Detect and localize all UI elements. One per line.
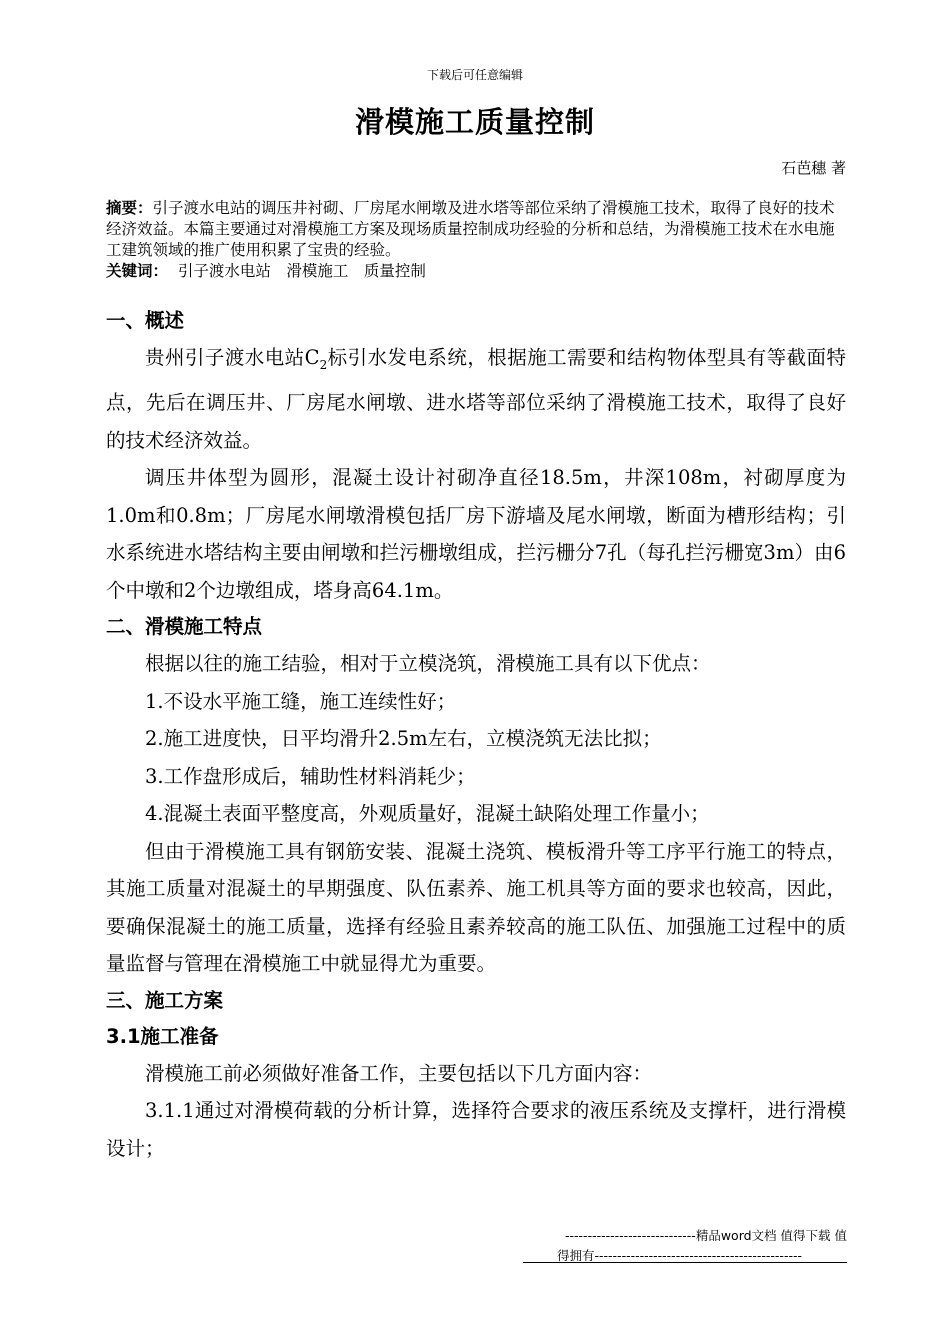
header-note: 下载后可任意编辑 — [426, 68, 523, 82]
footer-line-2: 得拥有---------------------------------------------- — [557, 1248, 802, 1263]
section-heading-plan: 三、施工方案 — [106, 988, 224, 1012]
document-body — [106, 303, 846, 1167]
list-item: 4.混凝土表面平整度高，外观质量好，混凝土缺陷处理工作量小； — [145, 802, 710, 826]
paragraph-features-intro: 根据以往的施工结验，相对于立模浇筑，滑模施工具有以下优点： — [145, 652, 711, 676]
abstract-block — [106, 198, 846, 282]
footer-rule — [523, 1262, 847, 1263]
subscript-text: 2 — [319, 357, 328, 372]
abstract-text: 引子渡水电站的调压井衬砌、厂房尾水闸墩及进水塔等部位采纳了滑模施工技术，取得了良好的技术经济效益。本篇主要通过对滑模施工方案及现场质量控制成功经验的分析和总结，为滑模施工技术在水电施工建筑领域的推广使用积累了宝贵的经验。 — [106, 199, 835, 259]
keywords-text: 引子渡水电站 滑模施工 质量控制 — [177, 262, 426, 280]
document-title: 滑模施工质量控制 — [354, 105, 595, 139]
footer-line-1: -----------------------------精品word文档 值得下载 值 — [565, 1228, 847, 1243]
paragraph-preparation-intro: 滑模施工前必须做好准备工作，主要包括以下几方面内容： — [145, 1061, 653, 1085]
page-footer — [525, 1226, 847, 1266]
paragraph-text: 贵州引子渡水电站C — [145, 346, 320, 369]
list-item: 3.工作盘形成后，辅助性材料消耗少； — [145, 764, 476, 788]
author-line: 石芭穗 著 — [781, 159, 846, 177]
keywords-line — [106, 261, 846, 282]
list-item: 2.施工进度快，日平均滑升2.5m左右，立模浇筑无法比拟； — [145, 727, 662, 751]
paragraph-overview-2: 调压井体型为圆形，混凝土设计衬砌净直径18.5m，井深108m，衬砌厚度为1.0m和0.8m；厂房尾水闸墩滑模包括厂房下游墙及尾水闸墩，断面为槽形结构；引水系统进水塔结构主要由闸墩和拦污栅墩组成，拦污栅分7孔（每孔拦污栅宽3m）由6个中墩和2个边墩组成，塔身高64.1m。 — [106, 466, 846, 602]
paragraph-overview-1 — [106, 339, 846, 459]
abstract-label: 摘要： — [106, 199, 153, 217]
paragraph-text: 标引水发电系统，根据施工需要和结构物体型具有等截面特点，先后在调压井、厂房尾水闸墩、进水塔等部位采纳了滑模施工技术，取得了良好的技术经济效益。 — [106, 346, 846, 452]
subsection-heading-preparation: 3.1施工准备 — [106, 1024, 219, 1048]
list-item: 1.不设水平施工缝，施工连续性好； — [145, 689, 457, 713]
paragraph-features-last: 但由于滑模施工具有钢筋安装、混凝土浇筑、模板滑升等工序平行施工的特点，其施工质量对混凝土的早期强度、队伍素养、施工机具等方面的要求也较高，因此，要确保混凝土的施工质量，选择有经验且素养较高的施工队伍、加强施工过程中的质量监督与管理在滑模施工中就显得尤为重要。 — [106, 839, 846, 976]
section-heading-overview: 一、概述 — [106, 309, 185, 332]
abstract-paragraph — [106, 198, 846, 261]
keywords-label: 关键词： — [106, 262, 169, 280]
section-heading-features: 二、滑模施工特点 — [106, 615, 263, 639]
paragraph-preparation-311: 3.1.1通过对滑模荷载的分析计算，选择符合要求的液压系统及支撑杆，进行滑模设计； — [106, 1099, 846, 1160]
